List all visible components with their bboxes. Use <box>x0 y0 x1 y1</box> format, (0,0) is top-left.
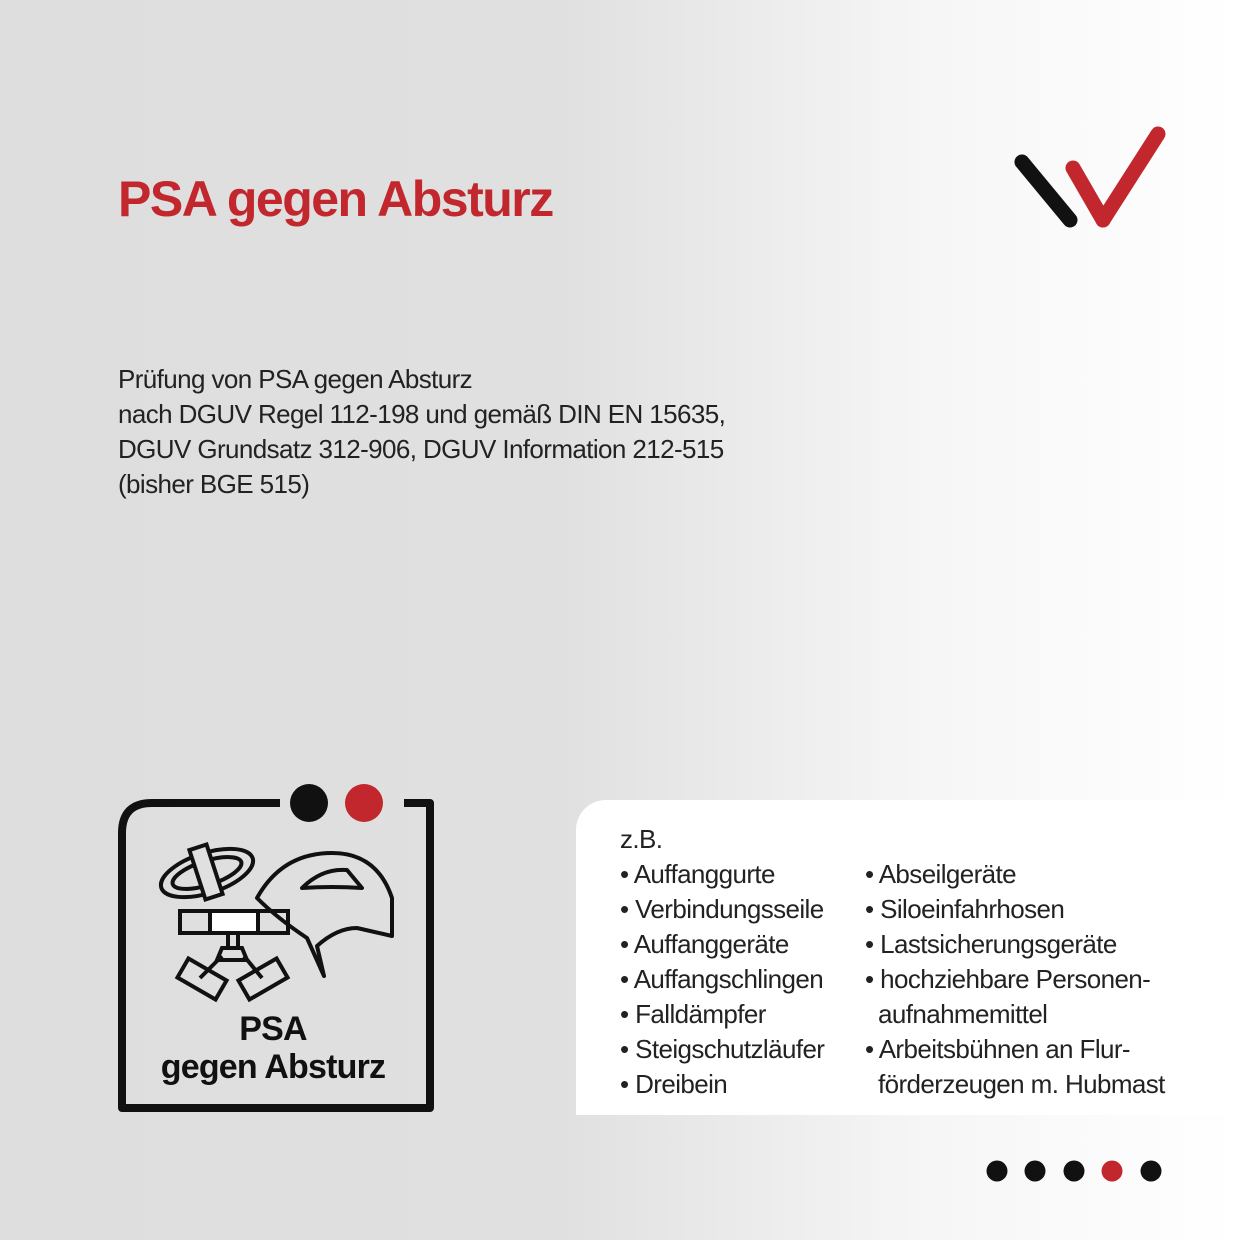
logo-red-stroke-right <box>1103 134 1158 220</box>
page-dot-active[interactable] <box>1102 1161 1123 1182</box>
badge-black-dot <box>290 784 328 822</box>
harness-icon <box>177 911 288 1000</box>
badge-title <box>112 1010 434 1086</box>
list-item: • Falldämpfer <box>620 999 766 1029</box>
list-item: • Arbeitsbühnen an Flur- <box>865 1034 1130 1064</box>
rope-coil-icon <box>155 839 259 907</box>
list-item-continuation: aufnahmemittel <box>878 999 1048 1029</box>
description-line: nach DGUV Regel 112-198 und gemäß DIN EN 15635, <box>118 399 726 429</box>
examples-list-right <box>865 857 1165 1102</box>
description <box>118 362 725 502</box>
examples-list-left <box>620 822 824 1102</box>
list-item-continuation: förderzeugen m. Hubmast <box>878 1069 1165 1099</box>
list-item: • Abseilgeräte <box>865 859 1017 889</box>
list-item: • Verbindungsseile <box>620 894 824 924</box>
page-dot[interactable] <box>1025 1161 1046 1182</box>
list-item: • Lastsicherungsgeräte <box>865 929 1117 959</box>
description-line: (bisher BGE 515) <box>118 469 310 499</box>
page-title: PSA gegen Absturz <box>118 171 553 227</box>
badge-title-line: gegen Absturz <box>160 1048 386 1086</box>
page-dot[interactable] <box>987 1161 1008 1182</box>
page-dot[interactable] <box>1064 1161 1085 1182</box>
logo-red-stroke-left <box>1073 168 1103 220</box>
examples-intro: z.B. <box>620 824 663 854</box>
description-line: Prüfung von PSA gegen Absturz <box>118 364 473 394</box>
list-item: • Steigschutzläufer <box>620 1034 825 1064</box>
page-dot[interactable] <box>1141 1161 1162 1182</box>
list-item: • Siloeinfahrhosen <box>865 894 1065 924</box>
description-line: DGUV Grundsatz 312-906, DGUV Information 212-515 <box>118 434 724 464</box>
badge-red-dot <box>345 784 383 822</box>
list-item: • Auffanggurte <box>620 859 775 889</box>
list-item: • hochziehbare Personen- <box>865 964 1151 994</box>
list-item: • Auffanggeräte <box>620 929 789 959</box>
brand-logo <box>1008 120 1173 235</box>
list-item: • Auffangschlingen <box>620 964 824 994</box>
logo-black-stroke <box>1022 162 1070 220</box>
list-item: • Dreibein <box>620 1069 728 1099</box>
pagination-dots <box>985 1159 1165 1183</box>
badge-title-line: PSA <box>239 1010 307 1048</box>
